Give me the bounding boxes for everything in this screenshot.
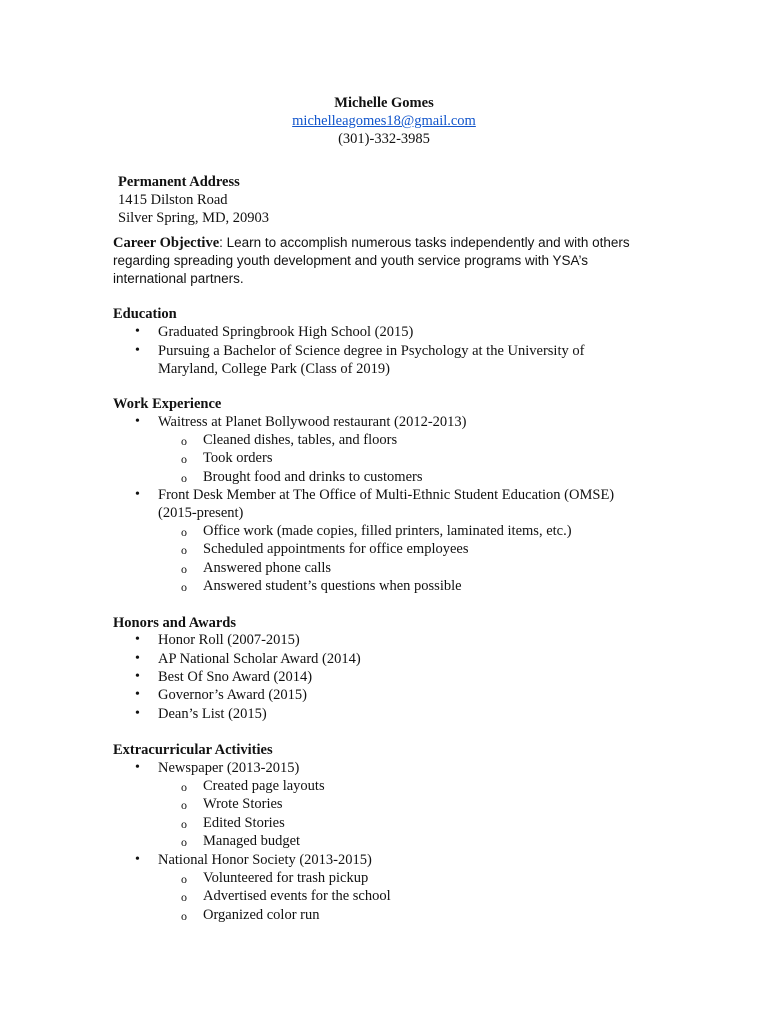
bullet-icon: • [135,651,140,666]
honor-item: AP National Scholar Award (2014) [158,651,361,667]
honor-item: Honor Roll (2007-2015) [158,632,300,648]
education-item: Graduated Springbrook High School (2015) [158,324,414,340]
job-title: Waitress at Planet Bollywood restaurant (2012-2013) [158,414,467,430]
activities-heading: Extracurricular Activities [113,742,273,758]
bullet-icon: • [135,687,140,702]
education-heading: Education [113,306,177,322]
sub-bullet-icon: o [181,817,187,831]
sub-bullet-icon: o [181,471,187,485]
bullet-icon: • [135,760,140,775]
address-line-1: 1415 Dilston Road [118,192,228,208]
sub-bullet-icon: o [181,543,187,557]
activity-task: Created page layouts [203,778,325,794]
job-title-continued: (2015-present) [158,505,244,521]
sub-bullet-icon: o [181,562,187,576]
activity-task: Managed budget [203,833,301,849]
sub-bullet-icon: o [181,525,187,539]
sub-bullet-icon: o [181,580,187,594]
activity-task: Edited Stories [203,815,285,831]
work-experience-heading: Work Experience [113,396,222,412]
candidate-name: Michelle Gomes [334,95,434,111]
bullet-icon: • [135,414,140,429]
sub-bullet-icon: o [181,434,187,448]
bullet-icon: • [135,669,140,684]
career-objective [113,234,630,252]
address-line-2: Silver Spring, MD, 20903 [118,210,270,226]
honor-item: Dean’s List (2015) [158,706,267,722]
job-task: Cleaned dishes, tables, and floors [203,432,398,448]
honors-heading: Honors and Awards [113,615,237,631]
phone-number: (301)-332-3985 [338,131,430,147]
email-link[interactable]: michelleagomes18@gmail.com [292,113,476,129]
bullet-icon: • [135,324,140,339]
honor-item: Governor’s Award (2015) [158,687,308,703]
education-item-continued: Maryland, College Park (Class of 2019) [158,361,390,377]
sub-bullet-icon: o [181,890,187,904]
sub-bullet-icon: o [181,835,187,849]
job-task: Answered phone calls [203,560,332,576]
activity-task: Wrote Stories [203,796,283,812]
honor-item: Best Of Sno Award (2014) [158,669,313,685]
career-objective-text-2: regarding spreading youth development and youth service programs with YSA’s [113,253,589,268]
activity-title: Newspaper (2013-2015) [158,760,300,776]
job-title: Front Desk Member at The Office of Multi-Ethnic Student Education (OMSE) [158,487,615,503]
education-item: Pursuing a Bachelor of Science degree in Psychology at the University of [158,343,585,359]
sub-bullet-icon: o [181,909,187,923]
activity-title: National Honor Society (2013-2015) [158,852,372,868]
career-objective-text-3: international partners. [113,271,244,286]
job-task: Brought food and drinks to customers [203,469,423,485]
bullet-icon: • [135,487,140,502]
bullet-icon: • [135,343,140,358]
activity-task: Organized color run [203,907,320,923]
job-task: Office work (made copies, filled printers, laminated items, etc.) [203,523,572,539]
bullet-icon: • [135,852,140,867]
activity-task: Advertised events for the school [203,888,391,904]
sub-bullet-icon: o [181,780,187,794]
job-task: Answered student’s questions when possible [203,578,462,594]
career-objective-text-1: : Learn to accomplish numerous tasks independently and with others [219,235,630,250]
sub-bullet-icon: o [181,798,187,812]
career-objective-label: Career Objective [113,235,220,251]
sub-bullet-icon: o [181,452,187,466]
address-heading: Permanent Address [118,174,240,190]
job-task: Took orders [203,450,273,466]
email-line [0,112,768,130]
activity-task: Volunteered for trash pickup [203,870,369,886]
bullet-icon: • [135,632,140,647]
bullet-icon: • [135,706,140,721]
job-task: Scheduled appointments for office employees [203,541,469,557]
sub-bullet-icon: o [181,872,187,886]
